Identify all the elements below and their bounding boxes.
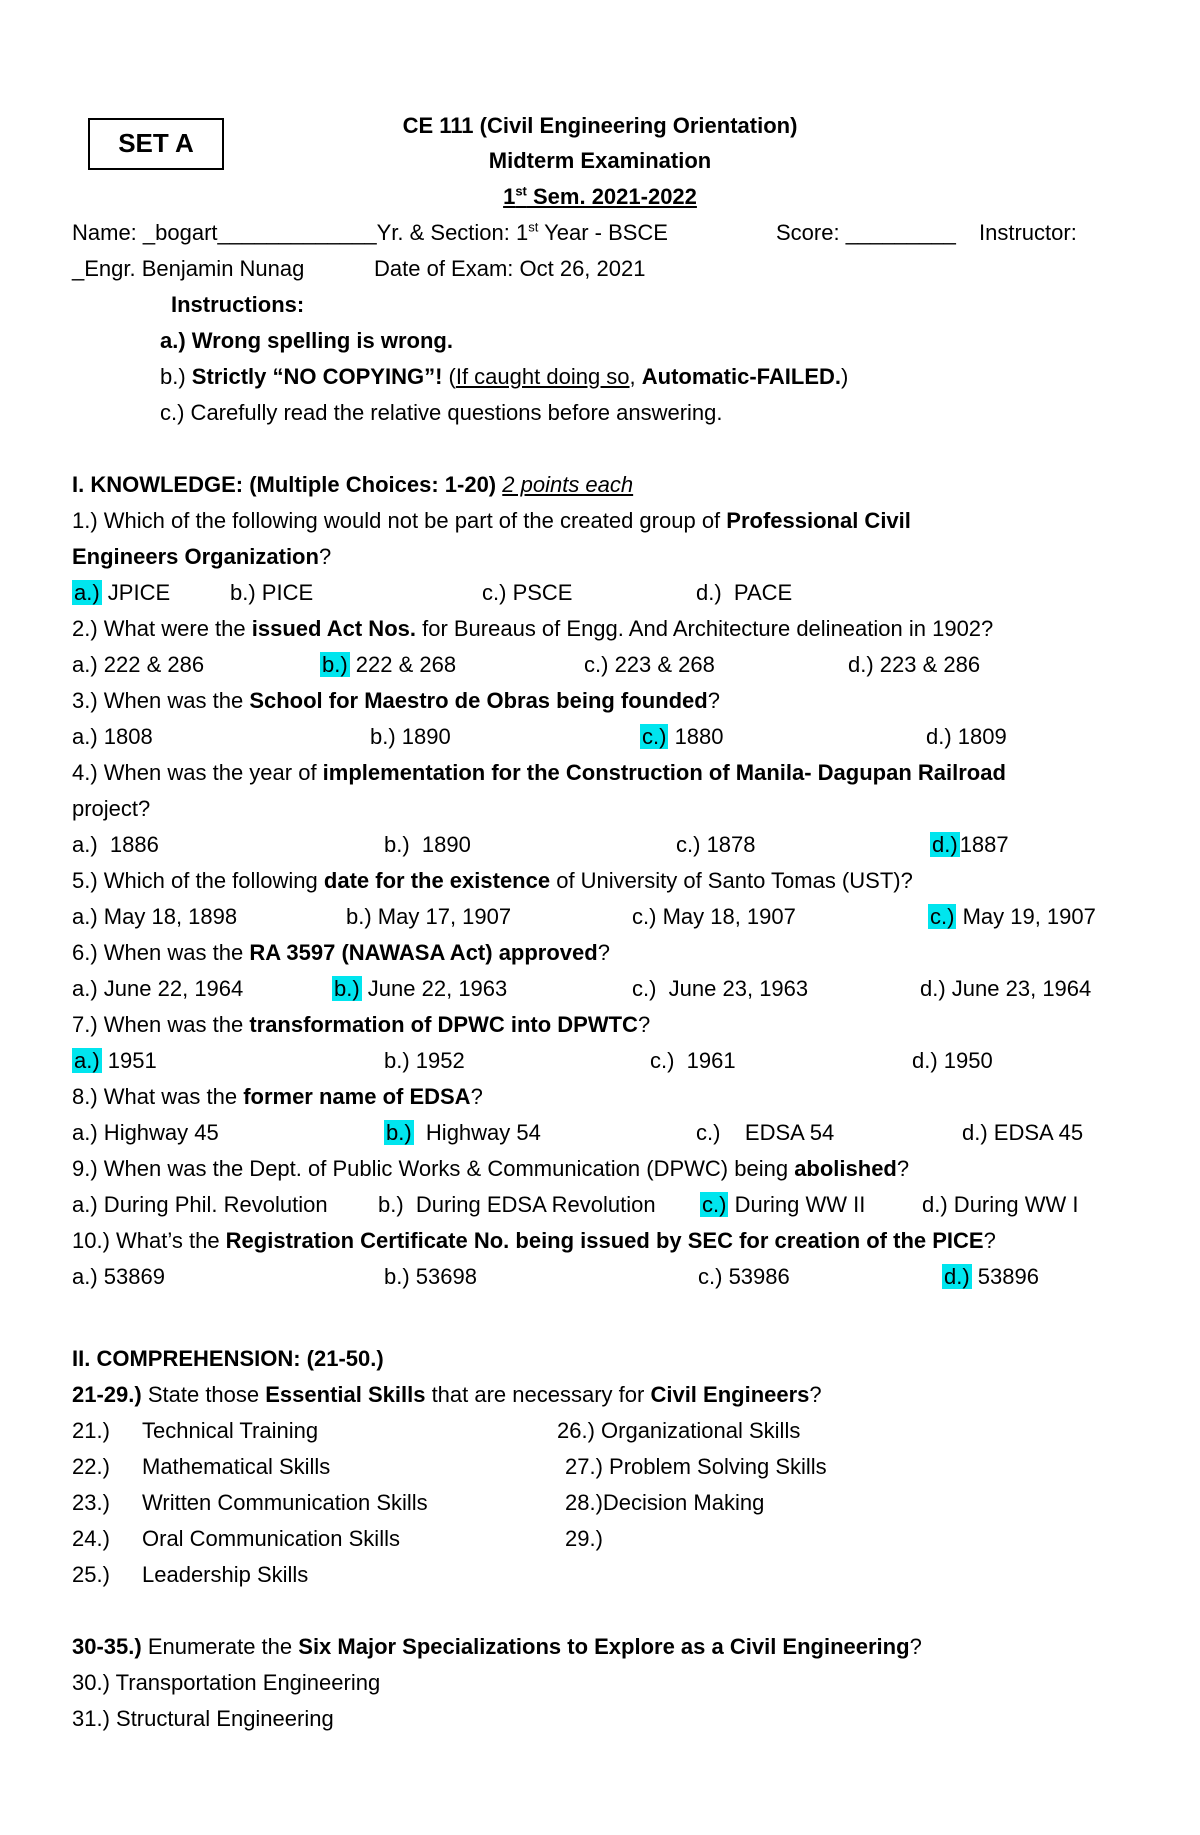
question-2: 2.) What were the issued Act Nos. for Bureaus of Engg. And Architecture delineation in 1902? (72, 616, 994, 641)
question-8-option-a (72, 1118, 219, 1148)
option-letter: c.) (482, 580, 507, 605)
option-text: During EDSA Revolution (403, 1192, 656, 1217)
option-text: 1880 (668, 724, 724, 749)
question-3-option-a (72, 722, 153, 752)
question-6: 6.) When was the RA 3597 (NAWASA Act) approved? (72, 940, 610, 965)
option-text: PICE (255, 580, 314, 605)
question-8-option-d (962, 1118, 1083, 1148)
question-9-option-b (378, 1190, 656, 1220)
instruction-c: c.) Carefully read the relative questions before answering. (160, 400, 723, 425)
option-letter: d.) (962, 1120, 988, 1145)
option-letter: a.) (72, 1264, 98, 1289)
option-text: May 18, 1898 (97, 904, 238, 929)
question-6-option-c (632, 974, 808, 1004)
option-text: 1950 (937, 1048, 993, 1073)
option-text: June 22, 1964 (97, 976, 244, 1001)
skill-right-item: 28.)Decision Making (565, 1490, 765, 1515)
skill-text: Leadership Skills (142, 1562, 309, 1587)
option-letter: d.) (696, 580, 722, 605)
question-1-option-a (72, 578, 170, 608)
option-text: 53869 (97, 1264, 165, 1289)
option-letter: d.) (922, 1192, 948, 1217)
question-2-option-c (584, 650, 715, 680)
skill-number: 23.) (72, 1490, 110, 1515)
option-text: 1890 (395, 724, 451, 749)
question-4-option-b (384, 830, 471, 860)
option-text: 1951 (101, 1048, 157, 1073)
option-letter: c.) (584, 652, 609, 677)
option-text: 1809 (951, 724, 1007, 749)
skill-text: Written Communication Skills (142, 1490, 428, 1515)
option-letter: c.) (676, 832, 701, 857)
option-letter: a.) (72, 904, 98, 929)
question-4-option-a (72, 830, 159, 860)
option-letter: c.) (698, 1264, 723, 1289)
option-text: 53698 (409, 1264, 477, 1289)
skill-right-item: 29.) (565, 1526, 603, 1551)
question-10-option-c (698, 1262, 790, 1292)
option-letter: c.) (696, 1120, 721, 1145)
question-4-option-c (676, 830, 756, 860)
option-text: 1961 (674, 1048, 736, 1073)
skill-number: 24.) (72, 1526, 110, 1551)
year-section: Yr. & Section: 1st Year - BSCE (376, 219, 668, 245)
question-1-continued: Engineers Organization? (72, 544, 332, 569)
question-3-option-c (640, 722, 724, 752)
option-text: May 19, 1907 (956, 904, 1096, 929)
option-letter: c.) (632, 904, 657, 929)
question-9: 9.) When was the Dept. of Public Works & Communication (DPWC) being abolished? (72, 1156, 910, 1181)
question-21-29: 21-29.) State those Essential Skills that are necessary for Civil Engineers? (72, 1382, 822, 1407)
option-letter: b.) (384, 832, 410, 857)
option-text: June 23, 1963 (656, 976, 809, 1001)
option-text: EDSA 54 (720, 1120, 835, 1145)
option-text: 222 & 268 (349, 652, 457, 677)
question-5-option-b (346, 902, 511, 932)
selected-answer-marker: c.) (930, 904, 955, 929)
instructor-label: Instructor: (979, 220, 1077, 245)
instruction-b: b.) Strictly “NO COPYING”! (If caught doing so, Automatic-FAILED.) (160, 364, 849, 389)
instructions-title: Instructions: (171, 292, 305, 317)
option-text: May 18, 1907 (656, 904, 796, 929)
question-3: 3.) When was the School for Maestro de Obras being founded? (72, 688, 720, 713)
option-letter: b.) (230, 580, 256, 605)
question-5-option-c (632, 902, 796, 932)
option-text: 1890 (409, 832, 471, 857)
option-text: 222 & 286 (97, 652, 205, 677)
question-1-option-d (696, 578, 792, 608)
option-text: PACE (721, 580, 793, 605)
question-10-option-b (384, 1262, 477, 1292)
question-8-option-b (384, 1118, 541, 1148)
option-text: EDSA 45 (987, 1120, 1084, 1145)
option-letter: d.) (926, 724, 952, 749)
question-7-option-c (650, 1046, 736, 1076)
option-letter: a.) (72, 976, 98, 1001)
question-4-continued: project? (72, 796, 151, 821)
selected-answer-marker: c.) (702, 1192, 727, 1217)
option-letter: d.) (920, 976, 946, 1001)
option-letter: c.) (632, 976, 657, 1001)
skill-number: 25.) (72, 1562, 110, 1587)
question-4: 4.) When was the year of implementation for the Construction of Manila- Dagupan Railroad (72, 760, 1006, 785)
option-letter: b.) (370, 724, 396, 749)
selected-answer-marker: d.) (944, 1264, 970, 1289)
question-8-option-c (696, 1118, 834, 1148)
option-text: 1887 (959, 832, 1009, 857)
option-letter: b.) (378, 1192, 404, 1217)
option-text: 1952 (409, 1048, 465, 1073)
selected-answer-marker: b.) (322, 652, 348, 677)
skill-number: 21.) (72, 1418, 110, 1443)
question-1: 1.) Which of the following would not be part of the created group of Professional Civil (72, 508, 911, 533)
option-text: 1878 (700, 832, 756, 857)
option-text: During WW I (947, 1192, 1079, 1217)
question-7-option-b (384, 1046, 465, 1076)
option-letter: a.) (72, 1192, 98, 1217)
question-6-option-b (332, 974, 507, 1004)
question-9-option-c (700, 1190, 865, 1220)
question-30-35: 30-35.) Enumerate the Six Major Specializations to Explore as a Civil Engineering? (72, 1634, 922, 1659)
section-knowledge-title: I. KNOWLEDGE: (Multiple Choices: 1-20) 2 points each (72, 472, 634, 497)
skill-right-item: 27.) Problem Solving Skills (565, 1454, 827, 1479)
question-6-option-d (920, 974, 1091, 1004)
selected-answer-marker: b.) (386, 1120, 412, 1145)
option-letter: a.) (72, 652, 98, 677)
option-letter: c.) (650, 1048, 675, 1073)
option-letter: a.) (72, 724, 98, 749)
question-10: 10.) What’s the Registration Certificate No. being issued by SEC for creation of the PICE? (72, 1228, 996, 1253)
question-3-option-d (926, 722, 1007, 752)
option-text: 223 & 286 (873, 652, 981, 677)
option-text: June 23, 1964 (945, 976, 1092, 1001)
selected-answer-marker: a.) (74, 1048, 100, 1073)
option-letter: a.) (72, 832, 98, 857)
option-text: 223 & 268 (608, 652, 715, 677)
semester: 1st Sem. 2021-2022 (503, 183, 697, 209)
answer-31: 31.) Structural Engineering (72, 1706, 334, 1731)
option-letter: b.) (346, 904, 372, 929)
option-text: 53986 (722, 1264, 790, 1289)
question-10-option-a (72, 1262, 165, 1292)
instruction-a: a.) Wrong spelling is wrong. (160, 328, 453, 353)
section-comprehension-title: II. COMPREHENSION: (21-50.) (72, 1346, 384, 1371)
instructor-name: _Engr. Benjamin Nunag (72, 256, 305, 281)
option-text: During Phil. Revolution (97, 1192, 328, 1217)
option-letter: b.) (384, 1264, 410, 1289)
skill-right-item: 26.) Organizational Skills (557, 1418, 801, 1443)
selected-answer-marker: d.) (932, 832, 958, 857)
question-7-option-a (72, 1046, 157, 1076)
skill-number: 22.) (72, 1454, 110, 1479)
answer-30: 30.) Transportation Engineering (72, 1670, 381, 1695)
skill-text: Mathematical Skills (142, 1454, 331, 1479)
exam-date: Date of Exam: Oct 26, 2021 (374, 256, 646, 281)
question-10-option-d (942, 1262, 1039, 1292)
student-info-line (72, 218, 668, 248)
selected-answer-marker: a.) (74, 580, 100, 605)
question-9-option-a (72, 1190, 328, 1220)
question-2-option-a (72, 650, 204, 680)
option-text: June 22, 1963 (361, 976, 508, 1001)
question-7: 7.) When was the transformation of DPWC into DPWTC? (72, 1012, 651, 1037)
question-6-option-a (72, 974, 243, 1004)
option-text: 53896 (971, 1264, 1039, 1289)
exam-title: Midterm Examination (488, 148, 712, 173)
option-letter: d.) (912, 1048, 938, 1073)
option-letter: d.) (848, 652, 874, 677)
option-text: Highway 45 (97, 1120, 219, 1145)
selected-answer-marker: c.) (642, 724, 667, 749)
option-text: May 17, 1907 (371, 904, 512, 929)
question-9-option-d (922, 1190, 1078, 1220)
question-2-option-d (848, 650, 980, 680)
question-1-option-b (230, 578, 313, 608)
question-8: 8.) What was the former name of EDSA? (72, 1084, 483, 1109)
question-3-option-b (370, 722, 451, 752)
selected-answer-marker: b.) (334, 976, 360, 1001)
option-text: 1886 (97, 832, 159, 857)
question-5-option-a (72, 902, 237, 932)
course-title: CE 111 (Civil Engineering Orientation) (402, 113, 798, 138)
option-letter: a.) (72, 1120, 98, 1145)
question-5: 5.) Which of the following date for the existence of University of Santo Tomas (UST)? (72, 868, 913, 893)
question-1-option-c (482, 578, 572, 608)
question-4-option-d (930, 830, 1009, 860)
set-label-box: SET A (88, 118, 224, 170)
skill-text: Technical Training (142, 1418, 319, 1443)
option-text: PSCE (506, 580, 573, 605)
option-text: JPICE (101, 580, 171, 605)
question-2-option-b (320, 650, 456, 680)
option-text: 1808 (97, 724, 153, 749)
option-letter: b.) (384, 1048, 410, 1073)
option-text: Highway 54 (413, 1120, 541, 1145)
question-5-option-d (928, 902, 1096, 932)
score-field: Score: _________ (776, 220, 956, 245)
skill-text: Oral Communication Skills (142, 1526, 400, 1551)
question-7-option-d (912, 1046, 993, 1076)
option-text: During WW II (728, 1192, 866, 1217)
student-name: Name: _bogart_____________ (72, 220, 377, 245)
